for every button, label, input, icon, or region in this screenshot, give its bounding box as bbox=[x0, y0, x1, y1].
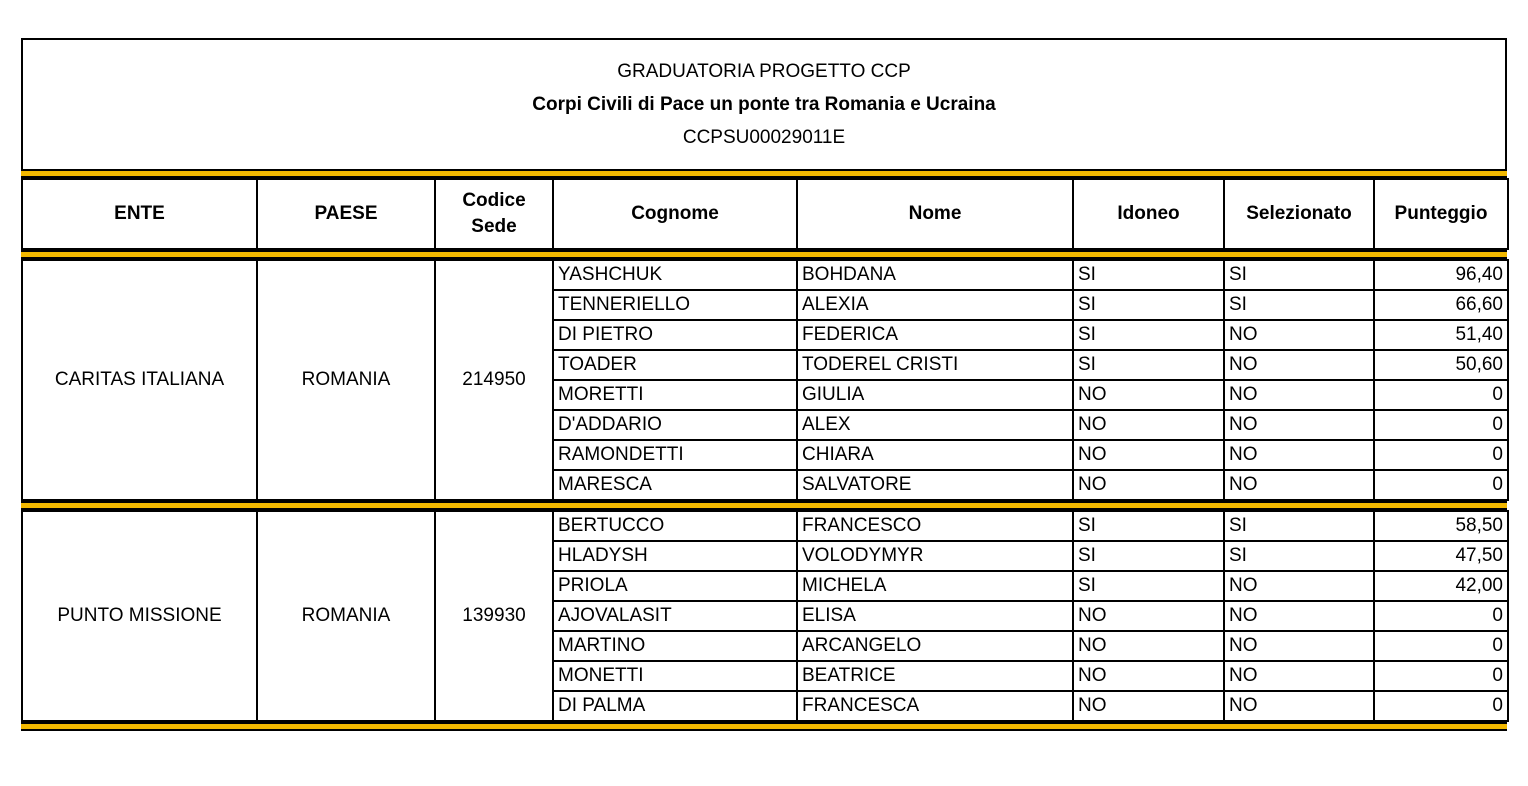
codice-sede-cell: 139930 bbox=[435, 511, 553, 721]
selezionato-cell: NO bbox=[1224, 410, 1374, 440]
ente-cell: PUNTO MISSIONE bbox=[22, 511, 257, 721]
idoneo-cell: NO bbox=[1073, 601, 1224, 631]
ranking-sheet bbox=[21, 38, 1507, 731]
codice-sede-cell: 214950 bbox=[435, 260, 553, 500]
paese-cell: ROMANIA bbox=[257, 511, 435, 721]
col-header-paese: PAESE bbox=[257, 179, 435, 249]
table-row bbox=[22, 260, 1508, 290]
cognome-cell: BERTUCCO bbox=[553, 511, 797, 541]
nome-cell: MICHELA bbox=[797, 571, 1073, 601]
punteggio-cell: 0 bbox=[1374, 470, 1508, 500]
group-table bbox=[21, 510, 1509, 722]
col-header-selezionato: Selezionato bbox=[1224, 179, 1374, 249]
selezionato-cell: NO bbox=[1224, 320, 1374, 350]
cognome-cell: RAMONDETTI bbox=[553, 440, 797, 470]
selezionato-cell: SI bbox=[1224, 260, 1374, 290]
selezionato-cell: NO bbox=[1224, 631, 1374, 661]
table-row bbox=[22, 511, 1508, 541]
document-title: GRADUATORIA PROGETTO CCP bbox=[617, 61, 911, 82]
selezionato-cell: SI bbox=[1224, 541, 1374, 571]
separator-bar bbox=[21, 722, 1507, 731]
idoneo-cell: SI bbox=[1073, 260, 1224, 290]
nome-cell: BOHDANA bbox=[797, 260, 1073, 290]
project-title: Corpi Civili di Pace un ponte tra Romania e Ucraina bbox=[532, 94, 996, 115]
ente-cell: CARITAS ITALIANA bbox=[22, 260, 257, 500]
cognome-cell: MARTINO bbox=[553, 631, 797, 661]
punteggio-cell: 0 bbox=[1374, 661, 1508, 691]
selezionato-cell: NO bbox=[1224, 350, 1374, 380]
header-table bbox=[21, 178, 1509, 250]
col-header-sede: Sede bbox=[471, 216, 517, 237]
col-header-codice-sede bbox=[435, 179, 553, 249]
nome-cell: TODEREL CRISTI bbox=[797, 350, 1073, 380]
title-block bbox=[21, 38, 1507, 169]
punteggio-cell: 0 bbox=[1374, 380, 1508, 410]
nome-cell: FEDERICA bbox=[797, 320, 1073, 350]
separator-bar bbox=[21, 250, 1507, 259]
selezionato-cell: SI bbox=[1224, 511, 1374, 541]
col-header-idoneo: Idoneo bbox=[1073, 179, 1224, 249]
punteggio-cell: 58,50 bbox=[1374, 511, 1508, 541]
punteggio-cell: 96,40 bbox=[1374, 260, 1508, 290]
punteggio-cell: 0 bbox=[1374, 691, 1508, 721]
selezionato-cell: NO bbox=[1224, 380, 1374, 410]
project-code: CCPSU00029011E bbox=[682, 127, 846, 148]
punteggio-cell: 0 bbox=[1374, 440, 1508, 470]
idoneo-cell: SI bbox=[1073, 511, 1224, 541]
punteggio-cell: 51,40 bbox=[1374, 320, 1508, 350]
nome-cell: BEATRICE bbox=[797, 661, 1073, 691]
groups-container bbox=[21, 259, 1507, 731]
cognome-cell: TOADER bbox=[553, 350, 797, 380]
selezionato-cell: NO bbox=[1224, 470, 1374, 500]
idoneo-cell: NO bbox=[1073, 661, 1224, 691]
idoneo-cell: SI bbox=[1073, 571, 1224, 601]
punteggio-cell: 42,00 bbox=[1374, 571, 1508, 601]
nome-cell: FRANCESCO bbox=[797, 511, 1073, 541]
nome-cell: GIULIA bbox=[797, 380, 1073, 410]
idoneo-cell: NO bbox=[1073, 691, 1224, 721]
group-table bbox=[21, 259, 1509, 501]
nome-cell: ARCANGELO bbox=[797, 631, 1073, 661]
selezionato-cell: NO bbox=[1224, 661, 1374, 691]
idoneo-cell: SI bbox=[1073, 320, 1224, 350]
cognome-cell: AJOVALASIT bbox=[553, 601, 797, 631]
idoneo-cell: NO bbox=[1073, 631, 1224, 661]
idoneo-cell: SI bbox=[1073, 350, 1224, 380]
cognome-cell: DI PIETRO bbox=[553, 320, 797, 350]
col-header-codice: Codice bbox=[462, 190, 526, 211]
nome-cell: FRANCESCA bbox=[797, 691, 1073, 721]
paese-cell: ROMANIA bbox=[257, 260, 435, 500]
punteggio-cell: 0 bbox=[1374, 601, 1508, 631]
idoneo-cell: NO bbox=[1073, 380, 1224, 410]
nome-cell: CHIARA bbox=[797, 440, 1073, 470]
col-header-ente: ENTE bbox=[22, 179, 257, 249]
idoneo-cell: SI bbox=[1073, 541, 1224, 571]
idoneo-cell: NO bbox=[1073, 410, 1224, 440]
cognome-cell: PRIOLA bbox=[553, 571, 797, 601]
idoneo-cell: NO bbox=[1073, 440, 1224, 470]
selezionato-cell: NO bbox=[1224, 601, 1374, 631]
col-header-cognome: Cognome bbox=[553, 179, 797, 249]
idoneo-cell: NO bbox=[1073, 470, 1224, 500]
cognome-cell: HLADYSH bbox=[553, 541, 797, 571]
selezionato-cell: NO bbox=[1224, 571, 1374, 601]
punteggio-cell: 66,60 bbox=[1374, 290, 1508, 320]
cognome-cell: DI PALMA bbox=[553, 691, 797, 721]
punteggio-cell: 50,60 bbox=[1374, 350, 1508, 380]
column-header-row bbox=[22, 179, 1508, 249]
punteggio-cell: 47,50 bbox=[1374, 541, 1508, 571]
selezionato-cell: SI bbox=[1224, 290, 1374, 320]
separator-bar bbox=[21, 169, 1507, 178]
nome-cell: ALEX bbox=[797, 410, 1073, 440]
cognome-cell: D'ADDARIO bbox=[553, 410, 797, 440]
cognome-cell: MORETTI bbox=[553, 380, 797, 410]
cognome-cell: MONETTI bbox=[553, 661, 797, 691]
cognome-cell: MARESCA bbox=[553, 470, 797, 500]
punteggio-cell: 0 bbox=[1374, 631, 1508, 661]
nome-cell: ALEXIA bbox=[797, 290, 1073, 320]
separator-bar bbox=[21, 501, 1507, 510]
punteggio-cell: 0 bbox=[1374, 410, 1508, 440]
col-header-nome: Nome bbox=[797, 179, 1073, 249]
selezionato-cell: NO bbox=[1224, 440, 1374, 470]
nome-cell: VOLODYMYR bbox=[797, 541, 1073, 571]
nome-cell: SALVATORE bbox=[797, 470, 1073, 500]
nome-cell: ELISA bbox=[797, 601, 1073, 631]
cognome-cell: TENNERIELLO bbox=[553, 290, 797, 320]
cognome-cell: YASHCHUK bbox=[553, 260, 797, 290]
col-header-punteggio: Punteggio bbox=[1374, 179, 1508, 249]
selezionato-cell: NO bbox=[1224, 691, 1374, 721]
idoneo-cell: SI bbox=[1073, 290, 1224, 320]
